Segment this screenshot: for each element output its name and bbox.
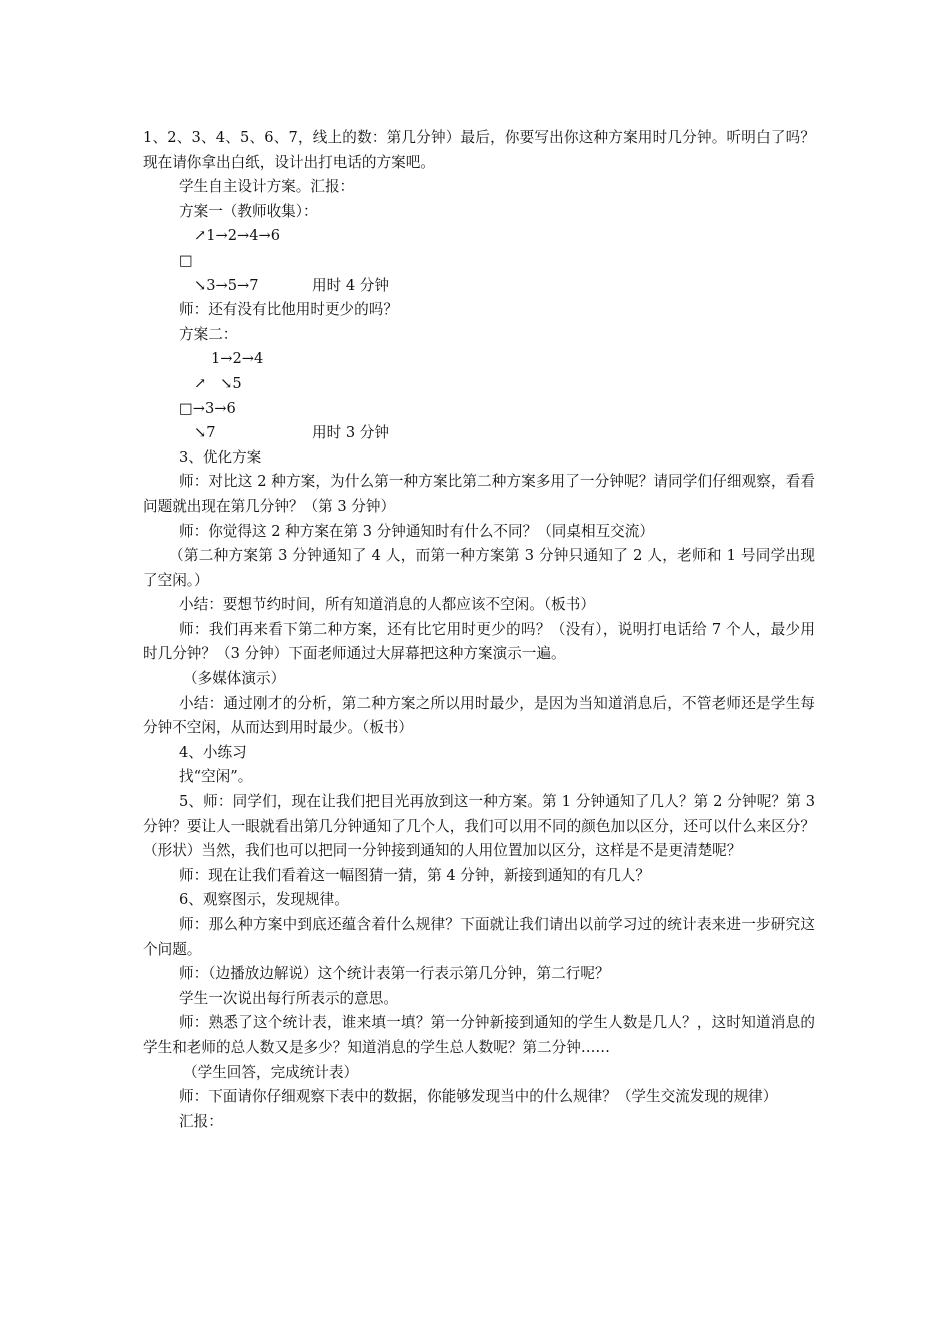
plan-two-line-4 — [143, 421, 815, 446]
paragraph-difference: 师：你觉得这 2 种方案在第 3 分钟通知时有什么不同？（同桌相互交流） — [179, 522, 654, 540]
paragraph-student-design: 学生自主设计方案。汇报： — [179, 178, 355, 196]
document-page — [143, 126, 815, 1134]
paragraph-intro: 1、2、3、4、5、6、7，线上的数：第几分钟）最后，你要写出你这种方案用时几分钟。听明白了吗？现在请你拿出白纸，设计出打电话的方案吧。 — [143, 129, 815, 171]
paragraph-table-rows: 师：（边播放边解说）这个统计表第一行表示第几分钟，第二行呢？ — [179, 965, 610, 983]
paragraph-report: 汇报： — [179, 1112, 223, 1130]
paragraph-find-idle: 找“空闲”。 — [179, 768, 253, 786]
paragraph-summary-2: 小结：通过刚才的分析，第二种方案之所以用时最少，是因为当知道消息后，不管老师还是学生每分钟不空闲，从而达到用时最少。（板书） — [143, 694, 815, 737]
plan-one-box: □ — [179, 251, 193, 269]
paragraph-plan-two-review: 师：我们再来看下第二种方案，还有比它用时更少的吗？（没有），说明打电话给 7 个人，最少用时几分钟？（3 分钟）下面老师通过大屏幕把这种方案演示一遍。 — [143, 620, 815, 663]
paragraph-guess: 师：现在让我们看着这一幅图猜一猜，第 4 分钟，新接到通知的有几人？ — [179, 866, 650, 884]
plan-one-line-1: ↗1→2→4→6 — [194, 227, 281, 245]
plan-one-line-3 — [143, 274, 815, 299]
plan-one-branch: ↘3→5→7 — [194, 276, 259, 294]
paragraph-section-5: 5、师：同学们，现在让我们把目光再放到这一种方案。第 1 分钟通知了几人？第 2 分钟呢？第 3 分钟？要让人一眼就看出第几分钟通知了几个人，我们可以用不同的颜色加以区分，还可以什么来区分？（形状）当然，我们也可以把同一分钟接到通知的人用位置加以区分，这样是不是更清楚呢？ — [143, 793, 815, 860]
paragraph-students-explain: 学生一次说出每行所表示的意思。 — [179, 989, 398, 1007]
paragraph-explain: （第二种方案第 3 分钟通知了 4 人，而第一种方案第 3 分钟只通知了 2 人，老师和 1 号同学出现了空闲。） — [143, 547, 815, 589]
section-heading-optimize: 3、优化方案 — [179, 448, 262, 466]
paragraph-multimedia: （多媒体演示） — [183, 670, 286, 688]
plan-two-line-3: □→3→6 — [179, 399, 236, 417]
paragraph-students-answer: （学生回答，完成统计表） — [183, 1063, 359, 1081]
plan-two-branch: ↘7 — [194, 424, 216, 442]
plan-two-heading: 方案二： — [179, 325, 238, 343]
paragraph-compare: 师：对比这 2 种方案，为什么第一种方案比第二种方案多用了一分钟呢？请同学们仔细观察，看看问题就出现在第几分钟？（第 3 分钟） — [143, 473, 815, 515]
plan-one-heading: 方案一（教师收集）： — [179, 202, 318, 220]
section-heading-practice: 4、小练习 — [179, 743, 247, 761]
paragraph-fill-table: 师：熟悉了这个统计表，谁来填一填？第一分钟新接到通知的学生人数是几人？，这时知道消息的学生和老师的总人数又是多少？知道消息的学生总人数呢？第二分钟…… — [143, 1014, 815, 1056]
paragraph-teacher-question: 师：还有没有比他用时更少的吗？ — [179, 301, 398, 319]
paragraph-summary-1: 小结：要想节约时间，所有知道消息的人都应该不空闲。（板书） — [179, 596, 595, 614]
paragraph-pattern: 师：那么种方案中到底还蕴含着什么规律？下面就让我们请出以前学习过的统计表来进一步研究这个问题。 — [143, 916, 815, 958]
section-heading-observe: 6、观察图示，发现规律。 — [179, 891, 349, 909]
paragraph-find-rule: 师：下面请你仔细观察下表中的数据，你能够发现当中的什么规律？（学生交流发现的规律） — [179, 1088, 778, 1106]
plan-two-line-1: 1→2→4 — [211, 350, 264, 368]
plan-one-time: 用时 4 分钟 — [312, 276, 389, 294]
plan-two-line-2: ↗ ↘5 — [194, 374, 242, 392]
plan-two-time: 用时 3 分钟 — [312, 424, 389, 442]
